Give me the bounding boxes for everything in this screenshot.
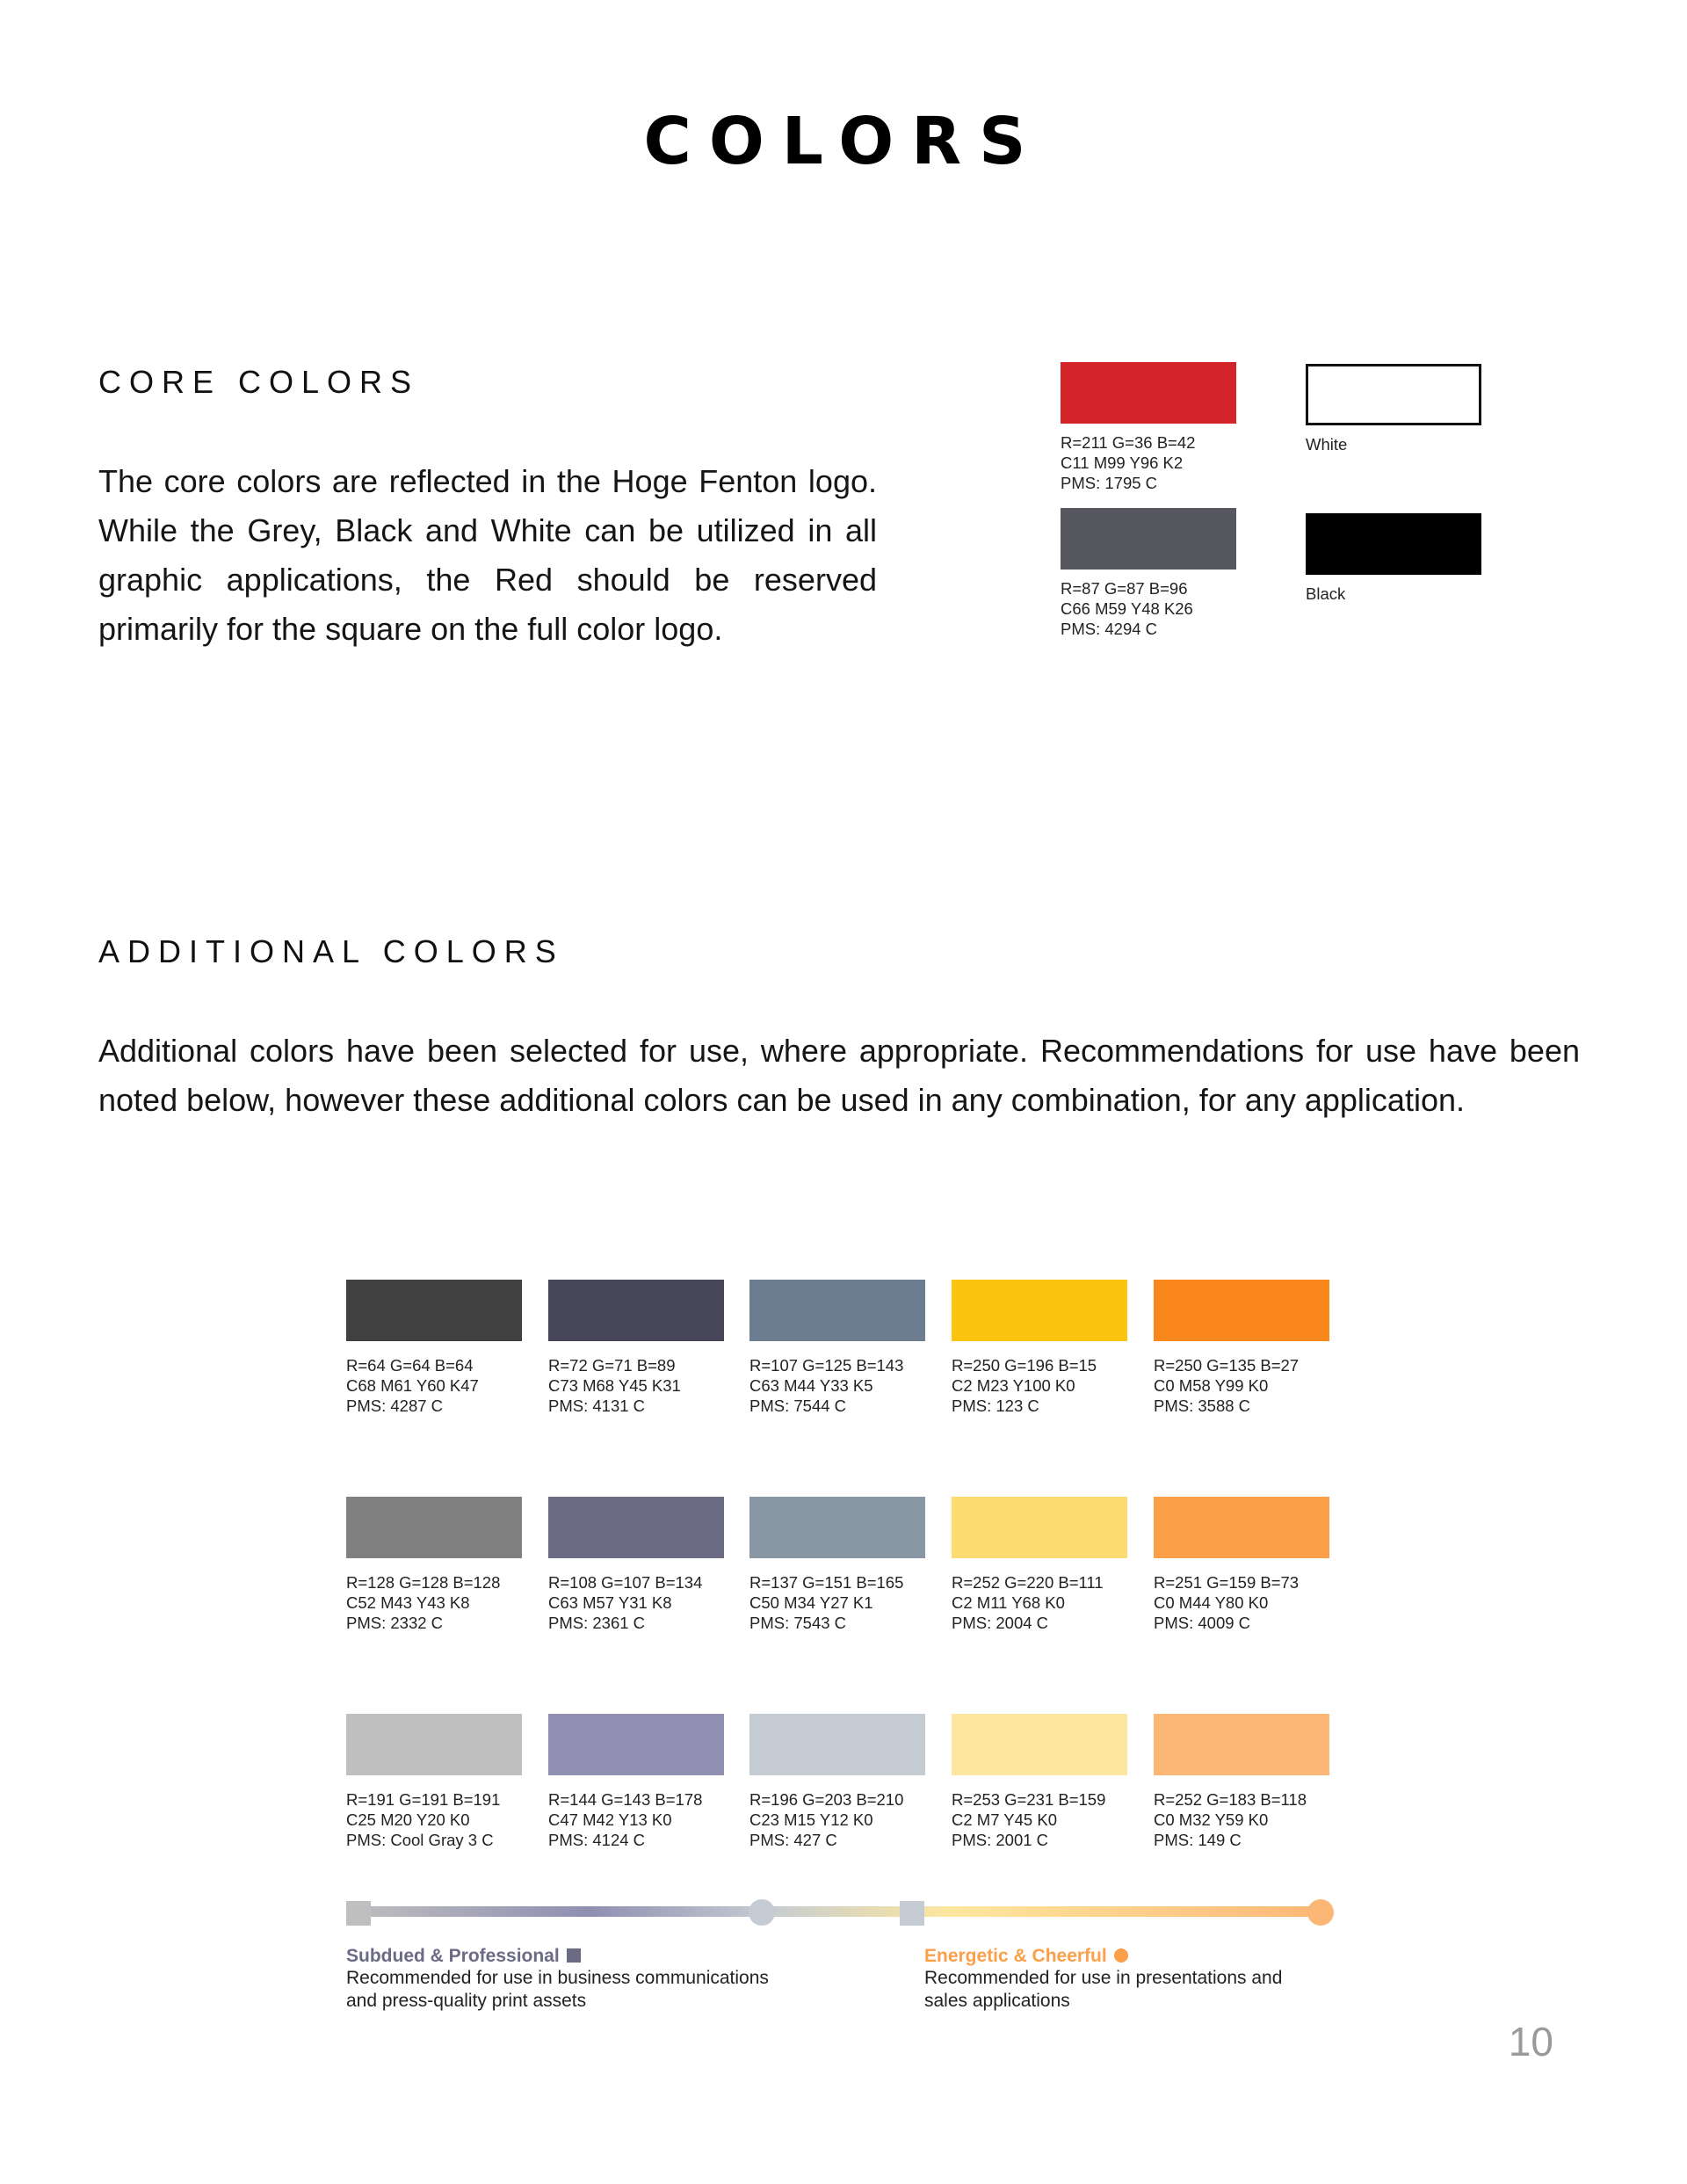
rgb-value: R=196 G=203 B=210 (749, 1790, 904, 1809)
cmyk-value: C63 M57 Y31 K8 (548, 1593, 672, 1612)
scale-start-marker (346, 1901, 371, 1926)
rgb-value: R=72 G=71 B=89 (548, 1356, 676, 1375)
color-swatch (1061, 362, 1236, 424)
color-swatch-card (749, 1280, 925, 1416)
color-swatch-card (548, 1280, 724, 1416)
color-swatch (749, 1714, 925, 1775)
cmyk-value: C25 M20 Y20 K0 (346, 1810, 470, 1829)
pms-value: PMS: 4009 C (1154, 1614, 1251, 1632)
color-swatch-card (1154, 1714, 1329, 1850)
square-icon (567, 1948, 581, 1963)
color-swatch (1154, 1497, 1329, 1558)
color-swatch (1061, 508, 1236, 570)
core-swatch-white (1306, 364, 1481, 454)
rgb-value: R=251 G=159 B=73 (1154, 1573, 1300, 1592)
color-swatch (346, 1280, 522, 1341)
core-swatch-red (1061, 362, 1236, 493)
pms-value: PMS: 3588 C (1154, 1397, 1251, 1415)
rgb-value: R=144 G=143 B=178 (548, 1790, 703, 1809)
cmyk-value: C68 M61 Y60 K47 (346, 1376, 479, 1395)
color-swatch-card (952, 1497, 1127, 1633)
pms-value: PMS: 123 C (952, 1397, 1039, 1415)
legend-subdued-title: Subdued & Professional (346, 1946, 560, 1966)
color-swatch (952, 1280, 1127, 1341)
pms-value: PMS: 4131 C (548, 1397, 646, 1415)
pms-value: PMS: 4294 C (1061, 620, 1158, 638)
color-swatch (548, 1497, 724, 1558)
pms-value: PMS: 2361 C (548, 1614, 646, 1632)
rgb-value: R=250 G=196 B=15 (952, 1356, 1097, 1375)
cmyk-value: C52 M43 Y43 K8 (346, 1593, 470, 1612)
color-swatch (952, 1497, 1127, 1558)
core-swatch-black (1306, 513, 1481, 604)
scale-mid-marker (749, 1899, 775, 1926)
legend-subdued-line2: and press-quality print assets (346, 1991, 587, 2011)
circle-icon (1114, 1948, 1128, 1963)
color-swatch (548, 1280, 724, 1341)
rgb-value: R=108 G=107 B=134 (548, 1573, 703, 1592)
color-swatch-card (548, 1714, 724, 1850)
cmyk-value: C2 M7 Y45 K0 (952, 1810, 1057, 1829)
additional-colors-description: Additional colors have been selected for use, where appropriate. Recommendations for use have been noted below, however these additional colors can be used in any combination, for any application. (98, 1033, 1580, 1118)
cmyk-value: C50 M34 Y27 K1 (749, 1593, 873, 1612)
color-swatch-card (1154, 1280, 1329, 1416)
swatch-label: Black (1306, 584, 1346, 603)
cmyk-value: C2 M23 Y100 K0 (952, 1376, 1075, 1395)
scale-end-marker (1307, 1899, 1334, 1926)
pms-value: PMS: 4124 C (548, 1831, 646, 1849)
pms-value: PMS: 7544 C (749, 1397, 847, 1415)
pms-value: PMS: 2332 C (346, 1614, 444, 1632)
rgb-value: R=191 G=191 B=191 (346, 1790, 501, 1809)
pms-value: PMS: 7543 C (749, 1614, 847, 1632)
rgb-value: R=250 G=135 B=27 (1154, 1356, 1300, 1375)
cmyk-value: C0 M32 Y59 K0 (1154, 1810, 1269, 1829)
color-swatch (749, 1497, 925, 1558)
core-colors-heading: CORE COLORS (98, 364, 420, 400)
color-swatch (548, 1714, 724, 1775)
cmyk-value: C0 M58 Y99 K0 (1154, 1376, 1269, 1395)
color-swatch (952, 1714, 1127, 1775)
additional-colors-heading: ADDITIONAL COLORS (98, 933, 564, 969)
color-swatch-card (548, 1497, 724, 1633)
rgb-value: R=87 G=87 B=96 (1061, 579, 1188, 598)
rgb-value: R=211 G=36 B=42 (1061, 433, 1196, 452)
color-swatch-card (346, 1497, 522, 1633)
pms-value: PMS: 149 C (1154, 1831, 1242, 1849)
rgb-value: R=128 G=128 B=128 (346, 1573, 501, 1592)
legend-energetic (924, 1946, 1282, 2013)
color-swatch-card (1154, 1497, 1329, 1633)
rgb-value: R=137 G=151 B=165 (749, 1573, 904, 1592)
color-swatch (1306, 513, 1481, 575)
rgb-value: R=252 G=183 B=118 (1154, 1790, 1307, 1809)
rgb-value: R=253 G=231 B=159 (952, 1790, 1106, 1809)
color-swatch-card (952, 1280, 1127, 1416)
pms-value: PMS: 1795 C (1061, 474, 1158, 492)
scale-split-marker (900, 1901, 924, 1926)
legend-energetic-line2: sales applications (924, 1991, 1070, 2011)
color-swatch-card (346, 1280, 522, 1416)
scale-gradient-line (346, 1906, 1320, 1917)
color-swatch (1154, 1280, 1329, 1341)
cmyk-value: C66 M59 Y48 K26 (1061, 599, 1193, 618)
color-swatch-card (749, 1714, 925, 1850)
legend-energetic-title: Energetic & Cheerful (924, 1946, 1107, 1966)
color-swatch (346, 1714, 522, 1775)
pms-value: PMS: 2001 C (952, 1831, 1049, 1849)
color-swatch (1154, 1714, 1329, 1775)
rgb-value: R=64 G=64 B=64 (346, 1356, 474, 1375)
cmyk-value: C0 M44 Y80 K0 (1154, 1593, 1269, 1612)
color-scale-bar (346, 1901, 1334, 1927)
core-colors-description: The core colors are reflected in the Hoge Fenton logo. While the Grey, Black and White can be utilized in all graphic applications, the Red should be reserved primarily for the square on the full color logo. (98, 463, 877, 647)
cmyk-value: C73 M68 Y45 K31 (548, 1376, 681, 1395)
color-swatch (749, 1280, 925, 1341)
color-swatch-card (749, 1497, 925, 1633)
cmyk-value: C63 M44 Y33 K5 (749, 1376, 873, 1395)
legend-subdued-line1: Recommended for use in business communications (346, 1968, 769, 1988)
color-swatch (1306, 364, 1481, 425)
core-swatch-grey (1061, 508, 1236, 639)
color-swatch-card (952, 1714, 1127, 1850)
rgb-value: R=252 G=220 B=111 (952, 1573, 1104, 1592)
legend-energetic-line1: Recommended for use in presentations and (924, 1968, 1283, 1988)
legend-subdued (346, 1946, 769, 2013)
cmyk-value: C47 M42 Y13 K0 (548, 1810, 672, 1829)
swatch-label: White (1306, 435, 1348, 453)
page-number: 10 (1508, 2019, 1553, 2064)
rgb-value: R=107 G=125 B=143 (749, 1356, 904, 1375)
page-title: COLORS (643, 104, 1044, 179)
cmyk-value: C23 M15 Y12 K0 (749, 1810, 873, 1829)
color-swatch-card (346, 1714, 522, 1850)
color-swatch (346, 1497, 522, 1558)
cmyk-value: C2 M11 Y68 K0 (952, 1593, 1065, 1612)
pms-value: PMS: Cool Gray 3 C (346, 1831, 494, 1849)
cmyk-value: C11 M99 Y96 K2 (1061, 453, 1184, 472)
pms-value: PMS: 427 C (749, 1831, 837, 1849)
pms-value: PMS: 2004 C (952, 1614, 1049, 1632)
pms-value: PMS: 4287 C (346, 1397, 444, 1415)
